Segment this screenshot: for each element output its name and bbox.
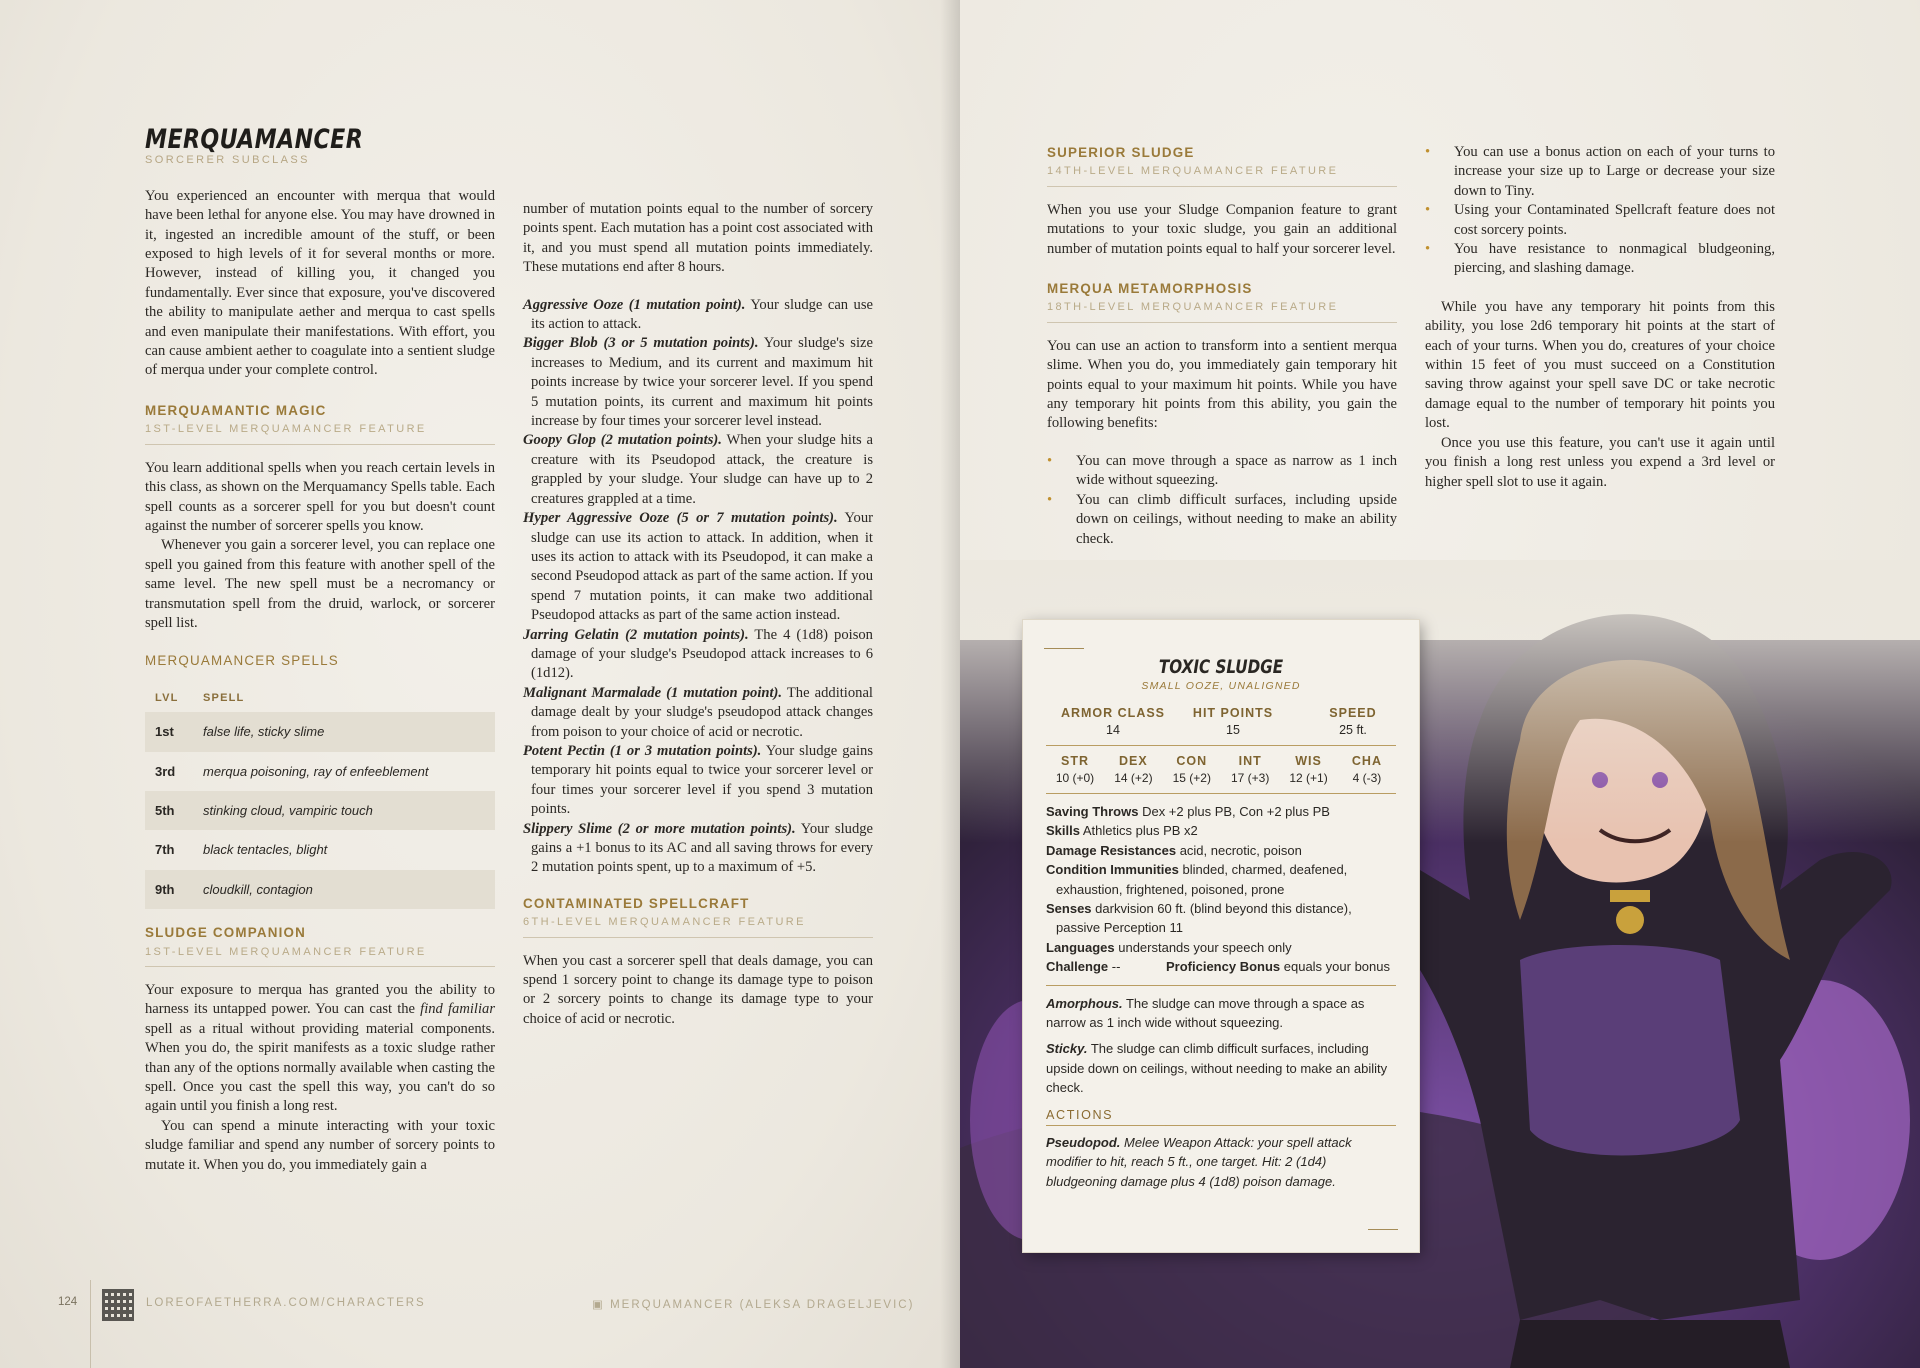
image-icon: ▣ [592,1299,611,1311]
footer-credit: ▣ MERQUAMANCER (ALEKSA DRAGELJEVIC) [592,1299,915,1311]
metamorphosis-paragraph-3: Once you use this feature, you can't use it again until you finish a long rest unless you expend a 3rd level or higher spell slot to use it again. [1425,434,1775,490]
property-line: Damage Resistances acid, necrotic, poison [1046,842,1302,858]
metamorphosis-paragraph: You can use an action to transform into a sentient merqua slime. When you do, you immediately gain temporary hit points equal to your maximum hit points. While you have any temporary hit points from this ability, you gain the following benefits: [1047,337,1397,432]
ability-scores [1046,754,1396,785]
actions-heading: ACTIONS [1046,1108,1396,1126]
toxic-sludge-statblock [1023,620,1419,1252]
spellcraft-paragraph: When you cast a sorcerer spell that deals damage, you can spend 1 sorcery point to change its damage type to poison or 2 sorcery points to change its damage type to your choice of acid or necrotic. [523,952,873,1027]
mutation-entry: Slippery Slime (2 or more mutation points). Your sludge gains a +1 bonus to its AC and all saving throws for every 2 mutation points spent, up to a maximum of +5. [523,820,874,876]
intro-paragraph: You experienced an encounter with merqua that would have been lethal for anyone else. You may have drowned in it, ingested an incredible amount of the stuff, or been exposed to high levels of it for several months or more. However, instead of killing you, it changed you fundamentally. Ever since that exposure, you've discovered the ability to manipulate aether and merqua to cast spells and even manipulate their manifestations. With effort, you can cause ambient aether to coagulate into a sentient sludge of merqua under your complete control. [145,187,495,379]
statblock-rule [1046,745,1396,746]
mutation-entry: Malignant Marmalade (1 mutation point). The additional damage dealt by your sludge's pseudopod attack changes from poison to your choice of acid or necrotic. [523,684,873,740]
statblock-name: TOXIC SLUDGE [1158,656,1284,678]
metamorphosis-subheading: 18TH-LEVEL MERQUAMANCER FEATURE [1047,298,1397,322]
table-row: 7th black tentacles, blight [155,842,328,858]
trait-sticky: Sticky. The sludge can climb difficult surfaces, including upside down on ceilings, without needing to make an ability check. [1046,1041,1388,1096]
spellcraft-heading: CONTAMINATED SPELLCRAFT [523,895,750,911]
right-column-2 [1425,143,1775,492]
mutation-entry: Goopy Glop (2 mutation points). When your sludge hits a creature with its Pseudopod attack, the creature is grappled by your sludge. Your sludge can have up to 2 creatures grappled at a time. [523,432,873,507]
ability-str: STR 10 (+0) [1055,754,1095,785]
action-pseudopod: Pseudopod. Melee Weapon Attack: your spell attack modifier to hit, reach 5 ft., one target. Hit: 2 (1d4) bludgeoning damage plus 4 (1d8) poison damage. [1046,1134,1352,1189]
right-column-1 [1047,143,1397,549]
mutation-entry: Hyper Aggressive Ooze (5 or 7 mutation points). Your sludge can use its action to attack. In addition, when it uses its action to attack with its Pseudopod, it can make a second Pseudopod attack as part of the same action. If you spend 7 mutation points, it can make two additional Pseudopod attacks as part of the same action instead. [523,510,874,624]
table-header-spell: SPELL [203,691,245,704]
companion-paragraph-1: Your exposure to merqua has granted you the ability to harness its untapped power. You can cast the find familiar spell as a ritual without providing material components. When you do, the spirit manifests as a toxic sludge rather than any of the options normally available when casting the spell. Once you cast the spell this way, you can't do so again until you finish a long rest. [145,982,496,1115]
magic-heading: MERQUAMANTIC MAGIC [145,402,327,418]
armor-class: ARMOR CLASS 14 [1060,706,1166,737]
superior-heading: SUPERIOR SLUDGE [1047,145,1195,160]
list-item: • You can move through a space as narrow as 1 inch wide without squeezing. [1047,452,1397,491]
ability-wis: WIS 12 (+1) [1289,754,1328,785]
superior-paragraph: When you use your Sludge Companion feature to grant mutations to your toxic sludge, you gain an additional number of mutation points equal to half your sorcerer level. [1047,201,1397,257]
property-line: Skills Athletics plus PB x2 [1046,823,1198,839]
statblock-defenses [1046,706,1396,737]
list-item: • Using your Contaminated Spellcraft feature does not cost sorcery points. [1425,201,1775,240]
statblock-properties [1046,802,1396,977]
list-item: • You can climb difficult surfaces, including upside down on ceilings, without needing to make an ability check. [1047,491,1397,549]
statblock-rule [1046,793,1396,794]
superior-subheading: 14TH-LEVEL MERQUAMANCER FEATURE [1047,162,1397,186]
table-header-lvl: LVL [155,691,179,704]
property-line: Languages understands your speech only [1046,939,1292,955]
table-row: 1st false life, sticky slime [145,712,495,751]
corner-ornament [1368,1206,1398,1230]
companion-heading: SLUDGE COMPANION [145,925,307,941]
list-item: • You have resistance to nonmagical bludgeoning, piercing, and slashing damage. [1425,240,1775,279]
magic-subheading: 1ST-LEVEL MERQUAMANCER FEATURE [145,420,495,444]
corner-ornament [1044,648,1084,676]
table-row: 5th stinking cloud, vampiric touch [145,791,495,830]
mutation-entry: Potent Pectin (1 or 3 mutation points). Your sludge gains temporary hit points equal to twice your sorcerer level or four times your sorcerer level if you spend 3 mutation points. [523,742,873,818]
metamorphosis-bullets [1047,452,1397,549]
mutation-entry: Bigger Blob (3 or 5 mutation points). Your sludge's size increases to Medium, and its current and maximum hit points increase by twice your sorcerer level. If you spend 5 mutation points, its current and maximum hit points increase by four times your sorcerer level instead. [523,335,873,430]
statblock-rule [1046,985,1396,986]
qr-code-icon[interactable] [102,1289,134,1321]
page-number: 124 [58,1296,78,1308]
footer-link[interactable]: LOREOFAETHERRA.COM/CHARACTERS [146,1297,426,1309]
ability-cha: CHA 4 (-3) [1351,754,1382,785]
subclass-title: MERQUAMANCER [145,124,364,155]
table-row: 3rd merqua poisoning, ray of enfeeblement [155,763,429,779]
property-line: Condition Immunities blinded, charmed, deafened, exhaustion, frightened, poisoned, prone [1046,862,1348,897]
spellcraft-subheading: 6TH-LEVEL MERQUAMANCER FEATURE [523,913,873,937]
left-column-1 [145,124,496,1175]
table-row: 9th cloudkill, contagion [145,870,495,909]
companion-subheading: 1ST-LEVEL MERQUAMANCER FEATURE [145,943,495,967]
magic-paragraph-1: You learn additional spells when you reach certain levels in this class, as shown on the Merquamancy Spells table. Each spell counts as a sorcerer spell for you but doesn't count against the number of sorcerer spells you know. [145,459,495,534]
property-line: Saving Throws Dex +2 plus PB, Con +2 plus PB [1046,804,1330,819]
list-item: • You can use a bonus action on each of your turns to increase your size up to Large or decrease your size down to Tiny. [1425,143,1775,201]
ability-con: CON 15 (+2) [1172,754,1211,785]
metamorphosis-heading: MERQUA METAMORPHOSIS [1047,281,1253,297]
companion-paragraph-2: You can spend a minute interacting with your toxic sludge familiar and spend any number of sorcery points to mutate it. When you do, you immediately gain a [145,1117,495,1173]
left-column-2 [523,200,873,1029]
footer-divider [90,1280,91,1368]
metamorphosis-paragraph-2: While you have any temporary hit points from this ability, you lose 2d6 temporary hit points at the start of each of your turns. When you do, creatures of your choice within 15 feet of you must succeed on a Constitution saving throw against your spell save DC or take necrotic damage equal to the number of temporary hit points you lost. [1425,298,1775,432]
mutation-intro: number of mutation points equal to the number of sorcery points spent. Each mutation has a point cost associated with it, and you must spend all mutation points immediately. These mutations end after 8 hours. [523,201,873,276]
property-line: Senses darkvision 60 ft. (blind beyond this distance), passive Perception 11 [1046,901,1352,936]
spells-table [145,683,495,909]
hit-points: HIT POINTS 15 [1192,706,1274,737]
magic-paragraph-2: Whenever you gain a sorcerer level, you can replace one spell you gained from this feature with another spell of the same level. The new spell must be a necromancy or transmutation spell from the druid, warlock, or sorcerer spell list. [145,537,495,631]
speed: SPEED 25 ft. [1329,706,1377,737]
challenge-line: Challenge -- Proficiency Bonus equals your bonus [1046,959,1390,975]
mutation-entry: Jarring Gelatin (2 mutation points). The 4 (1d8) poison damage of your sludge's Pseudopod attack increases to 6 (1d12). [523,626,873,682]
ability-int: INT 17 (+3) [1230,754,1270,785]
metamorphosis-bullets-continued [1425,143,1775,279]
spells-table-title: MERQUAMANCER SPELLS [145,653,339,669]
subclass-subtitle: SORCERER SUBCLASS [145,154,310,167]
trait-amorphous: Amorphous. The sludge can move through a space as narrow as 1 inch wide without squeezing. [1046,995,1365,1031]
mutation-entry: Aggressive Ooze (1 mutation point). Your sludge can use its action to attack. [523,296,873,333]
statblock-type: SMALL OOZE, UNALIGNED [1141,680,1301,692]
mutation-list [523,296,873,878]
ability-dex: DEX 14 (+2) [1114,754,1153,785]
